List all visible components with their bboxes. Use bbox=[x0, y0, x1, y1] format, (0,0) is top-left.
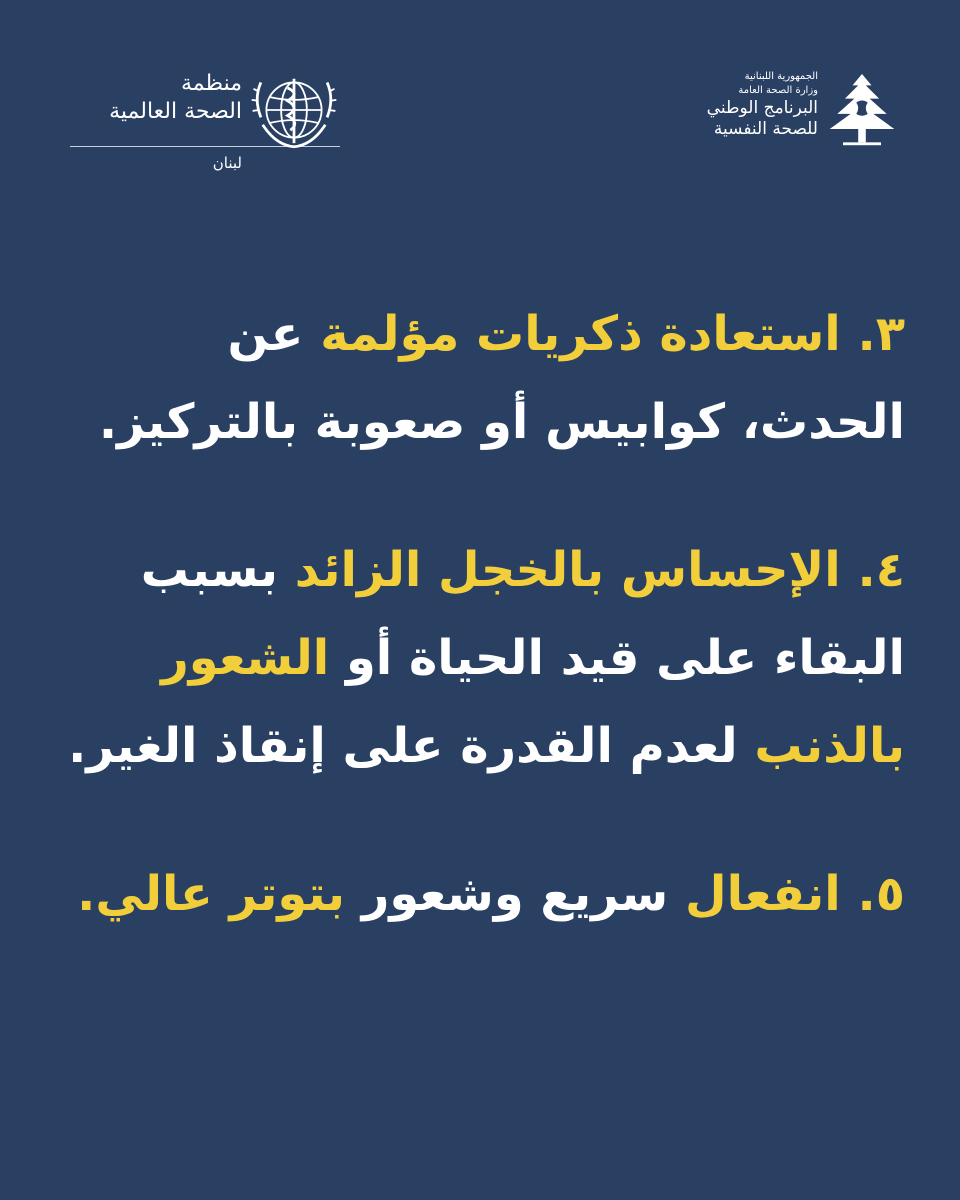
spacer bbox=[60, 466, 905, 526]
item-4-highlight-3: بالذنب bbox=[754, 718, 905, 774]
item-3-text-b: الحدث، كوابيس أو صعوبة بالتركيز. bbox=[98, 394, 905, 450]
who-name-line2: الصحة العالمية bbox=[109, 99, 242, 124]
item-5-highlight-a: ٥. انفعال bbox=[684, 866, 905, 922]
moh-republic: الجمهورية اللبنانية bbox=[744, 71, 818, 82]
who-name bbox=[70, 70, 242, 126]
item-4-line-3 bbox=[60, 702, 905, 790]
item-4-line-2 bbox=[60, 614, 905, 702]
moh-programme-line1: البرنامج الوطني bbox=[706, 98, 818, 118]
spacer bbox=[60, 790, 905, 850]
item-5-highlight-b: بتوتر عالي. bbox=[77, 866, 346, 922]
cedar-tree-icon bbox=[824, 70, 900, 152]
item-4-text-b: البقاء على قيد الحياة أو bbox=[345, 630, 905, 686]
item-5-text: سريع وشعور bbox=[361, 866, 669, 922]
item-4-highlight-2: الشعور bbox=[161, 630, 330, 686]
item-5-line-1 bbox=[60, 850, 905, 938]
item-3-text-a: عن bbox=[227, 306, 304, 362]
who-divider bbox=[70, 146, 340, 147]
who-emblem-icon bbox=[248, 64, 340, 156]
who-country: لبنان bbox=[212, 154, 242, 172]
item-3-line-1 bbox=[60, 290, 905, 378]
item-3-line-2 bbox=[60, 378, 905, 466]
moh-ministry: وزارة الصحة العامة bbox=[738, 85, 818, 96]
item-3-highlight: ٣. استعادة ذكريات مؤلمة bbox=[320, 306, 905, 362]
main-text bbox=[60, 290, 905, 938]
item-4-highlight: ٤. الإحساس بالخجل الزائد bbox=[294, 542, 905, 598]
item-4-text-c: لعدم القدرة على إنقاذ الغير. bbox=[68, 718, 738, 774]
moh-programme-line2: للصحة النفسية bbox=[713, 119, 818, 139]
item-4-text-a: بسبب bbox=[140, 542, 279, 598]
who-logo bbox=[70, 62, 345, 187]
who-name-line1: منظمة bbox=[181, 71, 242, 96]
moh-text bbox=[648, 70, 818, 140]
moh-logo bbox=[650, 64, 900, 164]
item-4-line-1 bbox=[60, 526, 905, 614]
